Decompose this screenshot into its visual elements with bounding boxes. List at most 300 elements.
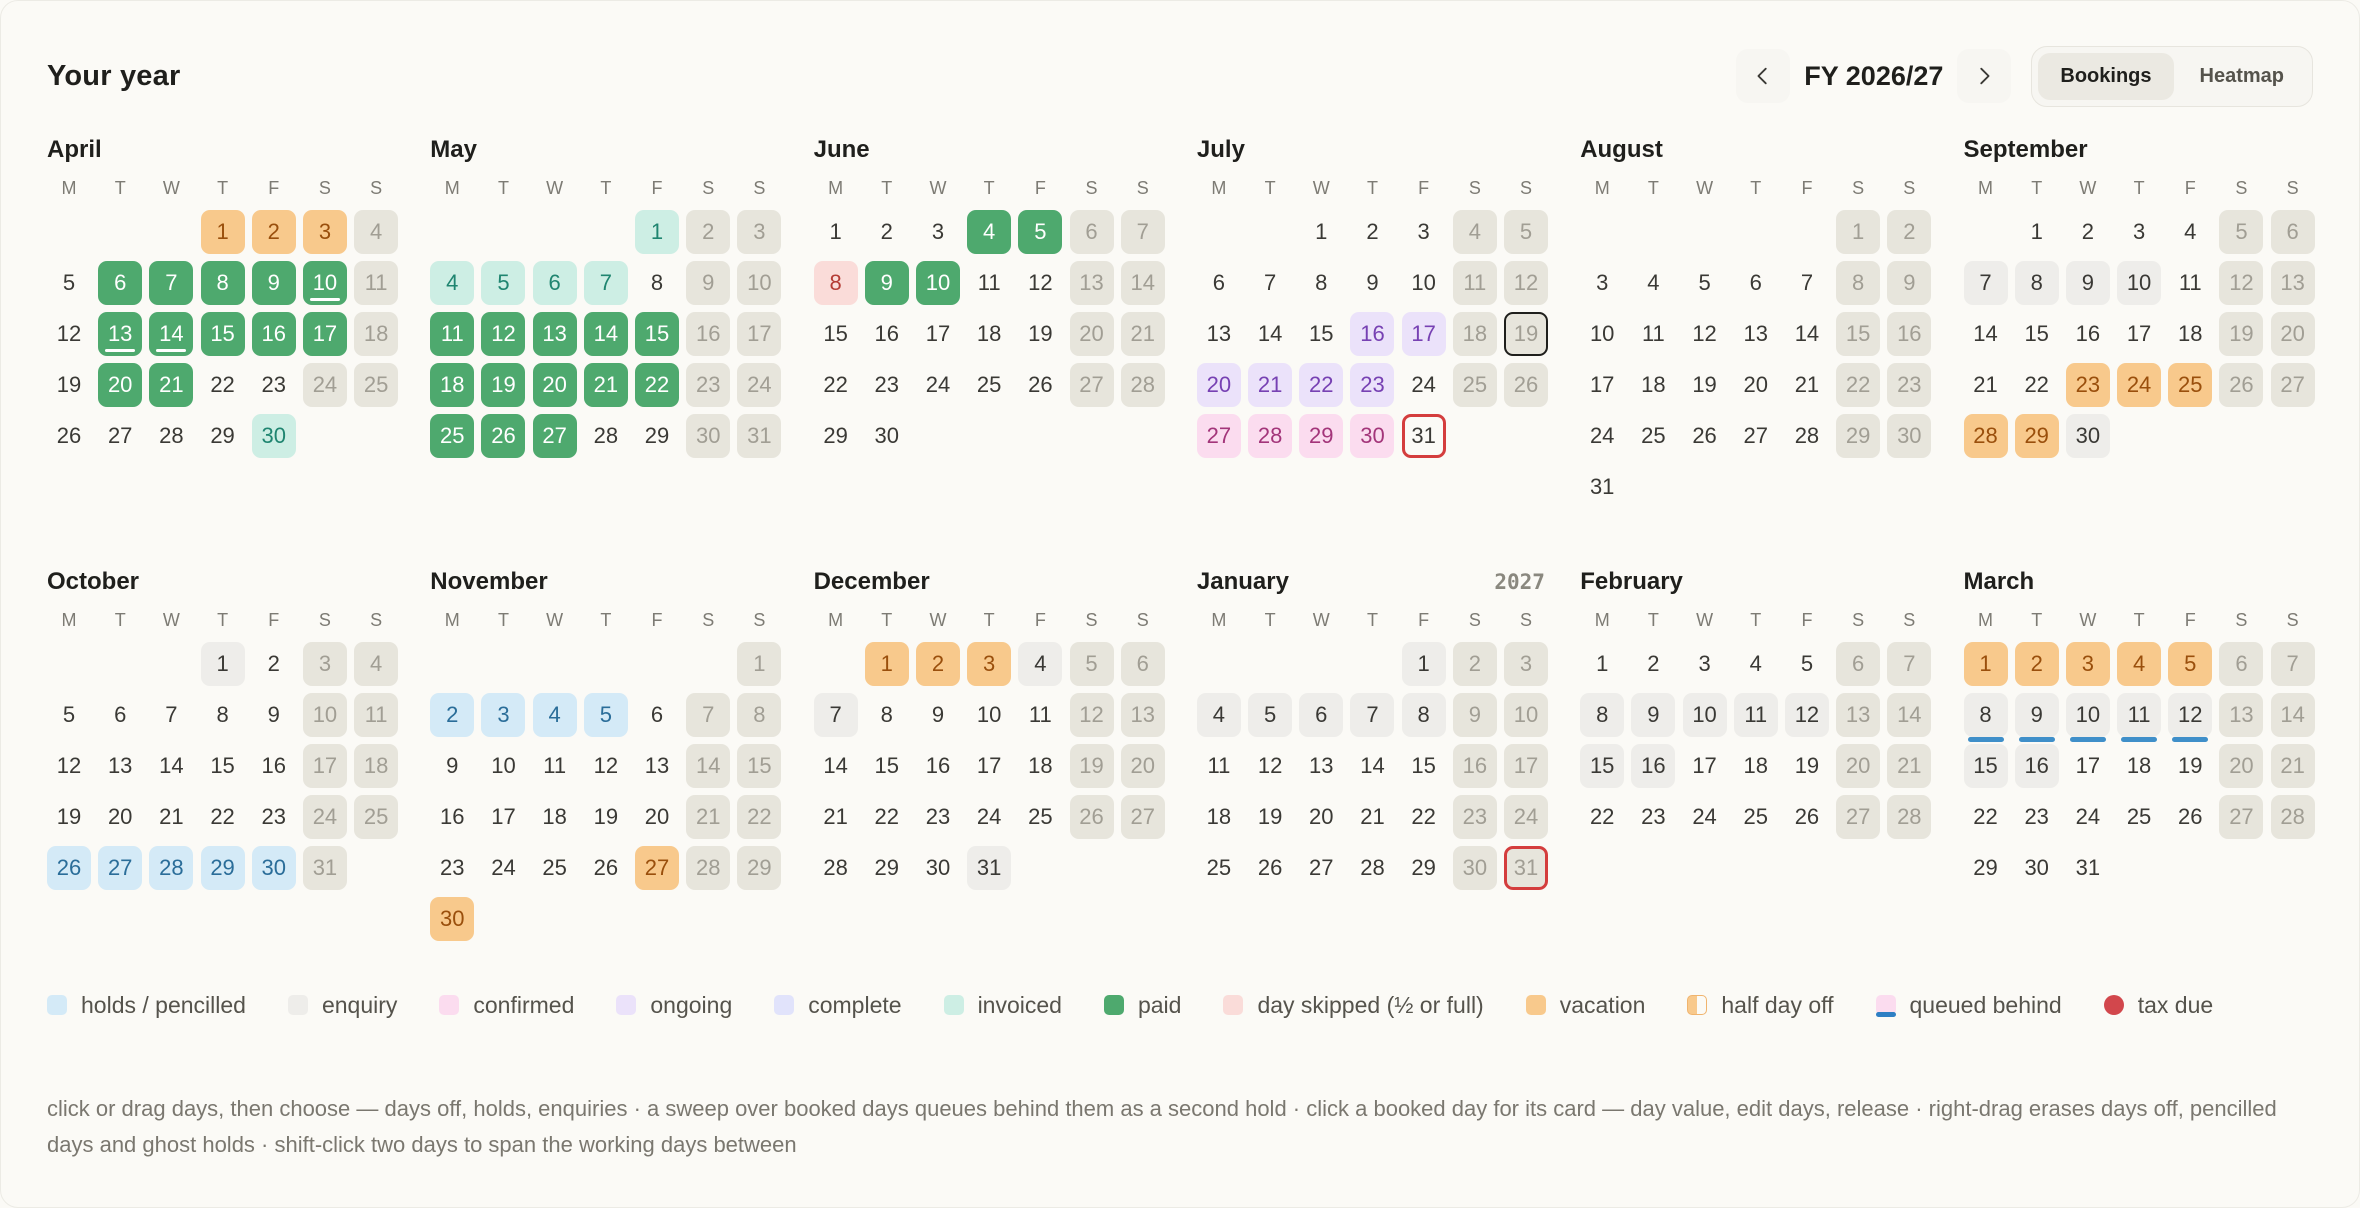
day-cell[interactable]: 5 [584, 693, 628, 737]
day-cell[interactable]: 10 [976, 702, 1002, 727]
day-cell[interactable]: 5 [2219, 210, 2263, 254]
day-cell[interactable]: 18 [354, 744, 398, 788]
day-cell[interactable]: 19 [1504, 312, 1548, 356]
day-cell[interactable]: 28 [149, 846, 193, 890]
day-cell[interactable]: 28 [1360, 855, 1385, 880]
day-cell[interactable]: 15 [201, 312, 245, 356]
day-cell[interactable]: 24 [2075, 804, 2101, 829]
day-cell[interactable]: 28 [1248, 414, 1292, 458]
day-cell[interactable]: 25 [1743, 804, 1768, 829]
day-cell[interactable]: 19 [1794, 753, 1820, 778]
day-cell[interactable]: 11 [1453, 261, 1497, 305]
day-cell[interactable]: 27 [2219, 795, 2263, 839]
day-cell[interactable]: 25 [354, 363, 398, 407]
day-cell[interactable]: 3 [1417, 219, 1430, 244]
day-cell[interactable]: 28 [159, 423, 184, 448]
day-cell[interactable]: 13 [2271, 261, 2315, 305]
day-cell[interactable]: 20 [1309, 804, 1334, 829]
day-cell[interactable]: 6 [1212, 270, 1226, 295]
day-cell[interactable]: 22 [1299, 363, 1343, 407]
day-cell[interactable]: 7 [1887, 642, 1931, 686]
day-cell[interactable]: 29 [1836, 414, 1880, 458]
day-cell[interactable]: 10 [1504, 693, 1548, 737]
day-cell[interactable]: 13 [98, 312, 142, 356]
day-cell[interactable]: 25 [976, 372, 1002, 397]
day-cell[interactable]: 30 [1887, 414, 1931, 458]
day-cell[interactable]: 10 [916, 261, 960, 305]
day-cell[interactable]: 26 [56, 423, 82, 448]
bookings-view-button[interactable]: Bookings [2038, 53, 2173, 100]
day-cell[interactable]: 31 [303, 846, 347, 890]
day-cell[interactable]: 11 [1207, 753, 1231, 778]
day-cell[interactable]: 27 [1743, 423, 1768, 448]
day-cell[interactable]: 17 [303, 312, 347, 356]
day-cell[interactable]: 26 [1028, 372, 1053, 397]
day-cell[interactable]: 4 [1647, 270, 1660, 295]
day-cell[interactable]: 23 [686, 363, 730, 407]
day-cell[interactable]: 20 [1121, 744, 1165, 788]
day-cell[interactable]: 5 [1070, 642, 1114, 686]
day-cell[interactable]: 8 [1402, 693, 1446, 737]
day-cell[interactable]: 4 [430, 261, 474, 305]
day-cell[interactable]: 3 [2132, 219, 2146, 244]
day-cell[interactable]: 19 [1070, 744, 1114, 788]
day-cell[interactable]: 9 [2066, 261, 2110, 305]
day-cell[interactable]: 10 [491, 753, 516, 778]
day-cell[interactable]: 15 [2024, 321, 2049, 346]
day-cell[interactable]: 6 [2271, 210, 2315, 254]
day-cell[interactable]: 26 [2178, 804, 2203, 829]
day-cell[interactable]: 19 [2178, 753, 2203, 778]
day-cell[interactable]: 9 [931, 702, 945, 727]
day-cell[interactable]: 18 [1453, 312, 1497, 356]
day-cell[interactable]: 12 [1257, 753, 1283, 778]
day-cell[interactable]: 30 [925, 855, 951, 880]
day-cell[interactable]: 26 [2219, 363, 2263, 407]
day-cell[interactable]: 12 [2168, 693, 2212, 737]
day-cell[interactable]: 31 [737, 414, 781, 458]
day-cell[interactable]: 3 [931, 219, 945, 244]
day-cell[interactable]: 25 [542, 855, 567, 880]
day-cell[interactable]: 22 [635, 363, 679, 407]
day-cell[interactable]: 9 [1453, 693, 1497, 737]
day-cell[interactable]: 2 [1887, 210, 1931, 254]
day-cell[interactable]: 17 [1589, 372, 1615, 397]
day-cell[interactable]: 2 [252, 210, 296, 254]
day-cell[interactable]: 24 [491, 855, 516, 880]
day-cell[interactable]: 21 [149, 363, 193, 407]
day-cell[interactable]: 29 [737, 846, 781, 890]
day-cell[interactable]: 24 [2117, 363, 2161, 407]
day-cell[interactable]: 27 [98, 846, 142, 890]
day-cell[interactable]: 15 [1309, 321, 1334, 346]
day-cell[interactable]: 15 [737, 744, 781, 788]
day-cell[interactable]: 17 [2075, 753, 2101, 778]
day-cell[interactable]: 12 [1785, 693, 1829, 737]
day-cell[interactable]: 28 [823, 855, 848, 880]
day-cell[interactable]: 26 [47, 846, 91, 890]
day-cell[interactable]: 14 [1257, 321, 1283, 346]
day-cell[interactable]: 16 [261, 753, 286, 778]
day-cell[interactable]: 19 [1028, 321, 1053, 346]
day-cell[interactable]: 7 [1263, 270, 1277, 295]
day-cell[interactable]: 11 [430, 312, 474, 356]
day-cell[interactable]: 5 [62, 270, 76, 295]
day-cell[interactable]: 8 [814, 261, 858, 305]
day-cell[interactable]: 14 [159, 753, 184, 778]
day-cell[interactable]: 7 [1121, 210, 1165, 254]
day-cell[interactable]: 13 [1836, 693, 1880, 737]
day-cell[interactable]: 1 [1596, 651, 1609, 676]
day-cell[interactable]: 9 [1366, 270, 1379, 295]
day-cell[interactable]: 25 [1453, 363, 1497, 407]
day-cell[interactable]: 17 [925, 321, 951, 346]
day-cell[interactable]: 22 [874, 804, 900, 829]
day-cell[interactable]: 20 [2219, 744, 2263, 788]
day-cell[interactable]: 15 [874, 753, 900, 778]
day-cell[interactable]: 28 [1794, 423, 1820, 448]
day-cell[interactable]: 17 [303, 744, 347, 788]
day-cell[interactable]: 19 [2219, 312, 2263, 356]
day-cell[interactable]: 29 [644, 423, 670, 448]
day-cell[interactable]: 17 [1402, 312, 1446, 356]
day-cell[interactable]: 21 [1360, 804, 1385, 829]
day-cell[interactable]: 28 [1887, 795, 1931, 839]
day-cell[interactable]: 28 [1964, 414, 2008, 458]
day-cell[interactable]: 23 [2024, 804, 2049, 829]
day-cell[interactable]: 6 [98, 261, 142, 305]
day-cell[interactable]: 30 [2066, 414, 2110, 458]
day-cell[interactable]: 21 [1794, 372, 1820, 397]
day-cell[interactable]: 14 [1794, 321, 1820, 346]
day-cell[interactable]: 2 [2015, 642, 2059, 686]
day-cell[interactable]: 31 [1504, 846, 1548, 890]
day-cell[interactable]: 8 [737, 693, 781, 737]
day-cell[interactable]: 29 [1411, 855, 1436, 880]
day-cell[interactable]: 17 [1504, 744, 1548, 788]
day-cell[interactable]: 25 [1206, 855, 1232, 880]
day-cell[interactable]: 16 [1453, 744, 1497, 788]
day-cell[interactable]: 9 [1631, 693, 1675, 737]
day-cell[interactable]: 8 [880, 702, 893, 727]
day-cell[interactable]: 6 [1070, 210, 1114, 254]
day-cell[interactable]: 15 [1836, 312, 1880, 356]
day-cell[interactable]: 8 [1580, 693, 1624, 737]
day-cell[interactable]: 17 [737, 312, 781, 356]
day-cell[interactable]: 26 [1070, 795, 1114, 839]
day-cell[interactable]: 30 [252, 846, 296, 890]
day-cell[interactable]: 8 [1964, 693, 2008, 737]
day-cell[interactable]: 20 [2271, 312, 2315, 356]
day-cell[interactable]: 20 [1836, 744, 1880, 788]
day-cell[interactable]: 17 [491, 804, 516, 829]
day-cell[interactable]: 18 [542, 804, 567, 829]
day-cell[interactable]: 14 [1973, 321, 1998, 346]
day-cell[interactable]: 25 [2168, 363, 2212, 407]
day-cell[interactable]: 19 [1257, 804, 1283, 829]
day-cell[interactable]: 22 [1411, 804, 1436, 829]
day-cell[interactable]: 9 [267, 702, 280, 727]
day-cell[interactable]: 28 [1121, 363, 1165, 407]
day-cell[interactable]: 22 [210, 372, 235, 397]
next-year-button[interactable] [1957, 49, 2011, 103]
day-cell[interactable]: 18 [1028, 753, 1053, 778]
day-cell[interactable]: 21 [1887, 744, 1931, 788]
day-cell[interactable]: 7 [584, 261, 628, 305]
day-cell[interactable]: 15 [210, 753, 235, 778]
day-cell[interactable]: 30 [686, 414, 730, 458]
day-cell[interactable]: 14 [584, 312, 628, 356]
day-cell[interactable]: 23 [440, 855, 465, 880]
day-cell[interactable]: 2 [267, 651, 280, 676]
day-cell[interactable]: 14 [686, 744, 730, 788]
day-cell[interactable]: 26 [593, 855, 619, 880]
day-cell[interactable]: 16 [2075, 321, 2101, 346]
day-cell[interactable]: 18 [976, 321, 1002, 346]
day-cell[interactable]: 16 [1631, 744, 1675, 788]
day-cell[interactable]: 25 [1028, 804, 1053, 829]
day-cell[interactable]: 9 [252, 261, 296, 305]
day-cell[interactable]: 1 [201, 642, 245, 686]
day-cell[interactable]: 17 [976, 753, 1002, 778]
day-cell[interactable]: 18 [1641, 372, 1666, 397]
day-cell[interactable]: 21 [2271, 744, 2315, 788]
day-cell[interactable]: 12 [56, 321, 82, 346]
day-cell[interactable]: 19 [1692, 372, 1717, 397]
day-cell[interactable]: 25 [354, 795, 398, 839]
day-cell[interactable]: 23 [2066, 363, 2110, 407]
day-cell[interactable]: 12 [56, 753, 82, 778]
day-cell[interactable]: 21 [584, 363, 628, 407]
day-cell[interactable]: 2 [1453, 642, 1497, 686]
day-cell[interactable]: 9 [686, 261, 730, 305]
day-cell[interactable]: 27 [1836, 795, 1880, 839]
day-cell[interactable]: 22 [737, 795, 781, 839]
day-cell[interactable]: 1 [865, 642, 909, 686]
day-cell[interactable]: 23 [261, 804, 286, 829]
day-cell[interactable]: 24 [1692, 804, 1717, 829]
day-cell[interactable]: 22 [2024, 372, 2049, 397]
day-cell[interactable]: 24 [1411, 372, 1436, 397]
day-cell[interactable]: 29 [210, 423, 235, 448]
day-cell[interactable]: 8 [2015, 261, 2059, 305]
day-cell[interactable]: 18 [430, 363, 474, 407]
day-cell[interactable]: 2 [686, 210, 730, 254]
day-cell[interactable]: 10 [1411, 270, 1436, 295]
day-cell[interactable]: 18 [354, 312, 398, 356]
day-cell[interactable]: 4 [1749, 651, 1762, 676]
day-cell[interactable]: 9 [865, 261, 909, 305]
day-cell[interactable]: 21 [159, 804, 184, 829]
day-cell[interactable]: 7 [1964, 261, 2008, 305]
day-cell[interactable]: 5 [1248, 693, 1292, 737]
day-cell[interactable]: 14 [1360, 753, 1385, 778]
day-cell[interactable]: 31 [1402, 414, 1446, 458]
day-cell[interactable]: 29 [1973, 855, 1998, 880]
day-cell[interactable]: 19 [56, 804, 82, 829]
day-cell[interactable]: 28 [686, 846, 730, 890]
day-cell[interactable]: 5 [481, 261, 525, 305]
day-cell[interactable]: 23 [1350, 363, 1394, 407]
day-cell[interactable]: 2 [1647, 651, 1660, 676]
day-cell[interactable]: 1 [201, 210, 245, 254]
day-cell[interactable]: 7 [1800, 270, 1814, 295]
day-cell[interactable]: 24 [1504, 795, 1548, 839]
day-cell[interactable]: 15 [1964, 744, 2008, 788]
day-cell[interactable]: 5 [1504, 210, 1548, 254]
day-cell[interactable]: 14 [1887, 693, 1931, 737]
day-cell[interactable]: 1 [737, 642, 781, 686]
day-cell[interactable]: 12 [2219, 261, 2263, 305]
day-cell[interactable]: 10 [2117, 261, 2161, 305]
day-cell[interactable]: 23 [261, 372, 286, 397]
day-cell[interactable]: 24 [1589, 423, 1615, 448]
day-cell[interactable]: 25 [2126, 804, 2152, 829]
day-cell[interactable]: 8 [201, 261, 245, 305]
day-cell[interactable]: 23 [1641, 804, 1666, 829]
day-cell[interactable]: 17 [2126, 321, 2152, 346]
day-cell[interactable]: 5 [1800, 651, 1814, 676]
day-cell[interactable]: 11 [1734, 693, 1778, 737]
day-cell[interactable]: 7 [2271, 642, 2315, 686]
day-cell[interactable]: 20 [98, 363, 142, 407]
day-cell[interactable]: 22 [823, 372, 848, 397]
day-cell[interactable]: 3 [481, 693, 525, 737]
day-cell[interactable]: 30 [2024, 855, 2049, 880]
day-cell[interactable]: 23 [1887, 363, 1931, 407]
day-cell[interactable]: 28 [593, 423, 619, 448]
day-cell[interactable]: 6 [1749, 270, 1762, 295]
day-cell[interactable]: 6 [1836, 642, 1880, 686]
day-cell[interactable]: 16 [252, 312, 296, 356]
day-cell[interactable]: 30 [252, 414, 296, 458]
day-cell[interactable]: 16 [686, 312, 730, 356]
day-cell[interactable]: 20 [1197, 363, 1241, 407]
day-cell[interactable]: 16 [925, 753, 951, 778]
day-cell[interactable]: 10 [2066, 693, 2110, 737]
day-cell[interactable]: 3 [303, 210, 347, 254]
day-cell[interactable]: 4 [533, 693, 577, 737]
day-cell[interactable]: 11 [1641, 321, 1665, 346]
day-cell[interactable]: 7 [686, 693, 730, 737]
day-cell[interactable]: 11 [354, 693, 398, 737]
day-cell[interactable]: 18 [1743, 753, 1768, 778]
day-cell[interactable]: 12 [1070, 693, 1114, 737]
day-cell[interactable]: 22 [1973, 804, 1998, 829]
day-cell[interactable]: 11 [2117, 693, 2161, 737]
day-cell[interactable]: 3 [1698, 651, 1711, 676]
day-cell[interactable]: 31 [967, 846, 1011, 890]
day-cell[interactable]: 7 [165, 702, 178, 727]
day-cell[interactable]: 2 [916, 642, 960, 686]
day-cell[interactable]: 4 [2184, 219, 2197, 244]
day-cell[interactable]: 17 [1692, 753, 1717, 778]
day-cell[interactable]: 26 [1504, 363, 1548, 407]
day-cell[interactable]: 13 [107, 753, 133, 778]
day-cell[interactable]: 21 [1121, 312, 1165, 356]
day-cell[interactable]: 27 [635, 846, 679, 890]
day-cell[interactable]: 21 [1248, 363, 1292, 407]
day-cell[interactable]: 9 [2015, 693, 2059, 737]
day-cell[interactable]: 3 [1504, 642, 1548, 686]
day-cell[interactable]: 24 [303, 363, 347, 407]
day-cell[interactable]: 9 [446, 753, 459, 778]
day-cell[interactable]: 20 [1743, 372, 1768, 397]
day-cell[interactable]: 30 [874, 423, 900, 448]
day-cell[interactable]: 10 [1683, 693, 1727, 737]
day-cell[interactable]: 16 [1887, 312, 1931, 356]
day-cell[interactable]: 24 [925, 372, 951, 397]
day-cell[interactable]: 7 [814, 693, 858, 737]
day-cell[interactable]: 11 [977, 270, 1001, 295]
day-cell[interactable]: 13 [644, 753, 670, 778]
heatmap-view-button[interactable]: Heatmap [2199, 64, 2284, 87]
day-cell[interactable]: 9 [1887, 261, 1931, 305]
day-cell[interactable]: 10 [1589, 321, 1615, 346]
day-cell[interactable]: 3 [303, 642, 347, 686]
day-cell[interactable]: 3 [2066, 642, 2110, 686]
day-cell[interactable]: 11 [354, 261, 398, 305]
day-cell[interactable]: 14 [823, 753, 848, 778]
day-cell[interactable]: 27 [1309, 855, 1334, 880]
day-cell[interactable]: 24 [303, 795, 347, 839]
day-cell[interactable]: 6 [2219, 642, 2263, 686]
day-cell[interactable]: 20 [107, 804, 133, 829]
day-cell[interactable]: 8 [1836, 261, 1880, 305]
day-cell[interactable]: 2 [880, 219, 893, 244]
day-cell[interactable]: 13 [1743, 321, 1768, 346]
day-cell[interactable]: 26 [1794, 804, 1820, 829]
day-cell[interactable]: 12 [1504, 261, 1548, 305]
day-cell[interactable]: 6 [1121, 642, 1165, 686]
day-cell[interactable]: 1 [1964, 642, 2008, 686]
day-cell[interactable]: 12 [1028, 270, 1053, 295]
day-cell[interactable]: 16 [440, 804, 465, 829]
day-cell[interactable]: 10 [737, 261, 781, 305]
day-cell[interactable]: 29 [823, 423, 848, 448]
day-cell[interactable]: 5 [1018, 210, 1062, 254]
day-cell[interactable]: 13 [1206, 321, 1232, 346]
day-cell[interactable]: 1 [2030, 219, 2043, 244]
day-cell[interactable]: 8 [1315, 270, 1328, 295]
day-cell[interactable]: 11 [543, 753, 567, 778]
day-cell[interactable]: 2 [1366, 219, 1379, 244]
day-cell[interactable]: 15 [823, 321, 848, 346]
day-cell[interactable]: 20 [1070, 312, 1114, 356]
day-cell[interactable]: 13 [1121, 693, 1165, 737]
day-cell[interactable]: 11 [2178, 270, 2202, 295]
day-cell[interactable]: 13 [2219, 693, 2263, 737]
day-cell[interactable]: 20 [533, 363, 577, 407]
day-cell[interactable]: 8 [650, 270, 664, 295]
day-cell[interactable]: 6 [114, 702, 127, 727]
day-cell[interactable]: 19 [481, 363, 525, 407]
day-cell[interactable]: 16 [2015, 744, 2059, 788]
day-cell[interactable]: 14 [1121, 261, 1165, 305]
day-cell[interactable]: 22 [210, 804, 235, 829]
day-cell[interactable]: 24 [976, 804, 1002, 829]
day-cell[interactable]: 1 [829, 219, 842, 244]
day-cell[interactable]: 27 [1070, 363, 1114, 407]
day-cell[interactable]: 26 [481, 414, 525, 458]
day-cell[interactable]: 2 [430, 693, 474, 737]
day-cell[interactable]: 28 [2271, 795, 2315, 839]
day-cell[interactable]: 13 [1070, 261, 1114, 305]
day-cell[interactable]: 4 [967, 210, 1011, 254]
day-cell[interactable]: 1 [635, 210, 679, 254]
day-cell[interactable]: 30 [1453, 846, 1497, 890]
day-cell[interactable]: 19 [593, 804, 619, 829]
